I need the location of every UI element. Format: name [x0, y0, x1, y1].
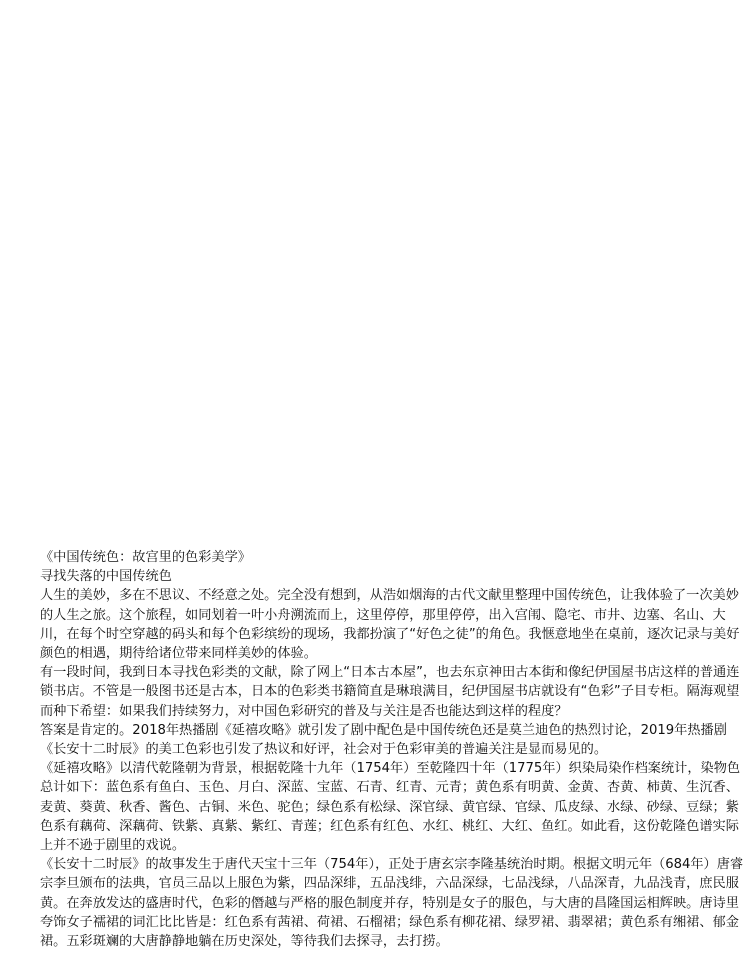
- paragraph-3: 答案是肯定的。2018年热播剧《延禧攻略》就引发了剧中配色是中国传统色还是莫兰迪色的热烈讨论，2019年热播剧《长安十二时辰》的美工色彩也引发了热议和好评，社会对于色彩审美的普遍关注是显而易见的。: [40, 722, 727, 758]
- book-title: 《中国传统色：故宫里的色彩美学》: [40, 550, 251, 565]
- article-body: [0, 548, 750, 951]
- paragraph-4: 《延禧攻略》以清代乾隆朝为背景，根据乾隆十九年（1754年）至乾隆四十年（1775年）织染局染作档案统计，染物色总计如下：蓝色系有鱼白、玉色、月白、深蓝、宝蓝、石青、红青、元青；黄色系有明黄、金黄、杏黄、柿黄、生沉香、麦黄、葵黄、秋香、酱色、古铜、米色、驼色；绿色系有松绿、深官绿、黄官绿、官绿、瓜皮绿、水绿、砂绿、豆绿；紫色系有藕荷、深藕荷、铁紫、真紫、紫红、青莲；红色系有红色、水红、桃红、大红、鱼红。如此看，这份乾隆色谱实际上并不逊于剧里的戏说。: [40, 761, 741, 854]
- paragraph-1: 人生的美妙，多在不思议、不经意之处。完全没有想到，从浩如烟海的古代文献里整理中国传统色，让我体验了一次美妙的人生之旅。这个旅程，如同划着一叶小舟溯流而上，这里停停，那里停停，出入宫闱、隐宅、市井、边塞、名山、大川，在每个时空穿越的码头和每个色彩缤纷的现场，我都扮演了“好色之徒”的角色。我惬意地坐在桌前，逐次记录与美好颜色的相遇，期待给诸位带来同样美妙的体验。: [40, 588, 740, 662]
- section-heading: 寻找失落的中国传统色: [40, 569, 172, 585]
- paragraph-5: 《长安十二时辰》的故事发生于唐代天宝十三年（754年），正处于唐玄宗李隆基统治时期。根据文明元年（684年）唐睿宗李旦颁布的法典，官员三品以上服色为紫，四品深绯，五品浅绯，六品深绿，七品浅绿，八品深青，九品浅青，庶民服黄。在奔放发达的盛唐时代，色彩的僭越与严格的服色制度并存，特别是女子的服色，与大唐的昌隆国运相辉映。唐诗里夸饰女子襦裙的词汇比比皆是：红色系有茜裙、荷裙、石榴裙；绿色系有柳花裙、绿罗裙、翡翠裙；黄色系有缃裙、郁金裙。五彩斑斓的大唐静静地躺在历史深处，等待我们去探寻，去打捞。: [40, 857, 744, 950]
- paragraph-2: 有一段时间，我到日本寻找色彩类的文献，除了网上“日本古本屋”，也去东京神田古本街和像纪伊国屋书店这样的普通连锁书店。不管是一般图书还是古本，日本的色彩类书籍简直是琳琅满目，纪伊国屋书店就设有“色彩”子目专柜。隔海观望而种下希望：如果我们持续努力，对中国色彩研究的普及与关注是否也能达到这样的程度？: [40, 665, 740, 719]
